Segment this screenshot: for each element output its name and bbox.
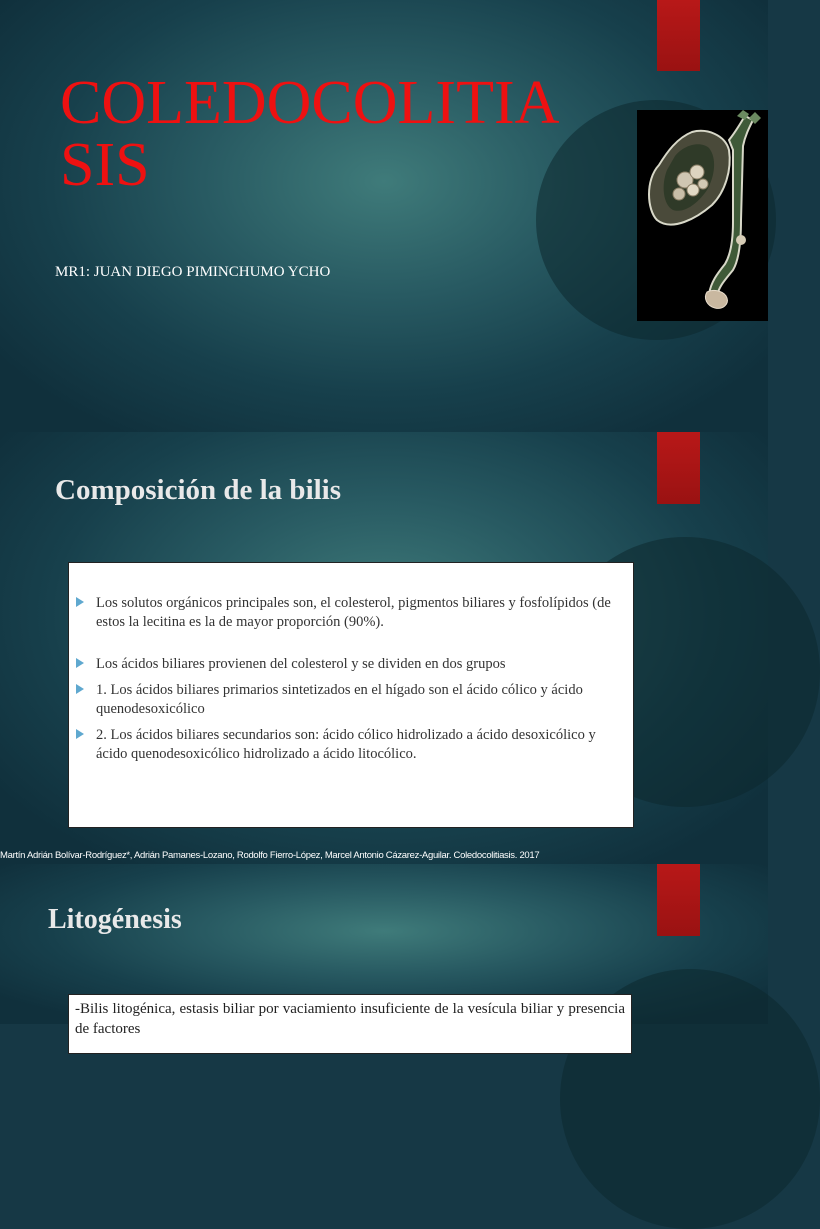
list-item: 2. Los ácidos biliares secundarios son: ácido cólico hidrolizado a ácido desoxicólico y ácido quenodesoxicólico hidrolizado a ácido litocólico.: [69, 726, 611, 764]
slide-lithogenesis: [0, 864, 768, 1037]
accent-bar: [657, 0, 700, 71]
author-line: MR1: JUAN DIEGO PIMINCHUMO YCHO: [55, 264, 331, 280]
citation: Martín Adrián Bolívar-Rodríguez*, Adrián Pamanes-Lozano, Rodolfo Fierro-López, Marcel Antonio Cázarez-Aguilar. Coledocolitiasis. 2017: [0, 850, 540, 861]
body-text: -Bilis litogénica, estasis biliar por vaciamiento insuficiente de la vesícula biliar y presencia de factores: [75, 1001, 625, 1037]
gallbladder-specimen-photo: [637, 110, 768, 321]
slide-bile-composition: [0, 432, 768, 864]
bullet-icon: [76, 684, 84, 694]
bullet-icon: [76, 597, 84, 607]
list-item: 1. Los ácidos biliares primarios sintetizados en el hígado son el ácido cólico y ácido quenodesoxicólico: [69, 681, 611, 719]
accent-bar: [657, 864, 700, 936]
content-box: [68, 562, 634, 828]
bullet-icon: [76, 658, 84, 668]
list-item: Los ácidos biliares provienen del colesterol y se dividen en dos grupos: [69, 655, 611, 674]
bullet-list: [69, 563, 633, 764]
slide-title: [0, 0, 768, 432]
content-box: [68, 994, 632, 1054]
slide-heading: Litogénesis: [48, 904, 182, 935]
list-item: Los solutos orgánicos principales son, el colesterol, pigmentos biliares y fosfolípidos (de estos la lecitina es la de mayor proporción (90%).: [69, 594, 611, 632]
bullet-icon: [76, 729, 84, 739]
accent-bar: [657, 432, 700, 504]
presentation-title: COLEDOCOLITIASIS: [60, 69, 560, 199]
slide-heading: Composición de la bilis: [55, 474, 342, 506]
